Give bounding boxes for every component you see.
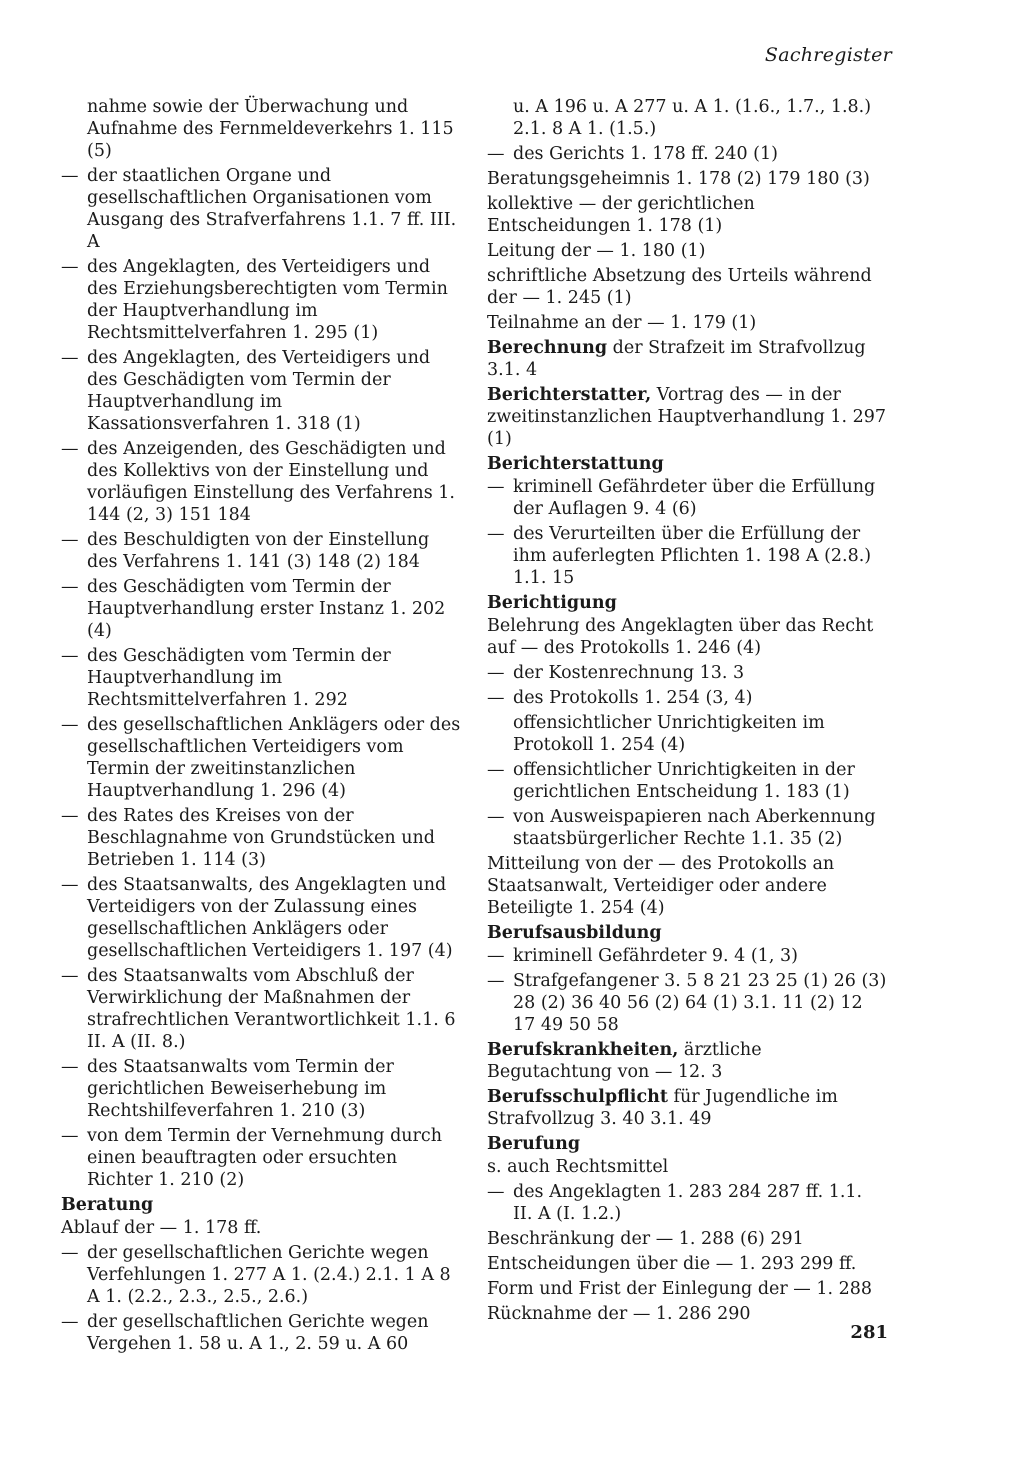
index-subentry <box>61 645 461 711</box>
index-subentry <box>487 945 887 967</box>
index-subentry-text: des Geschädigten vom Termin der Hauptverhandlung im Rechtsmittelverfahren 1. 292 <box>87 646 391 710</box>
dash-marker: — <box>61 1243 79 1263</box>
index-subentry-text: von dem Termin der Vernehmung durch einen beauftragten oder ersuchten Richter 1. 210 (2) <box>87 1126 442 1190</box>
index-entry-text: für Jugendliche im Strafvollzug 3. 40 3.1. 49 <box>487 1087 838 1129</box>
index-subentry-text: kriminell Gefährdeter 9. 4 (1, 3) <box>513 946 798 966</box>
index-subentry-text: der gesellschaftlichen Gerichte wegen Vergehen 1. 58 u. A 1., 2. 59 u. A 60 <box>87 1312 429 1354</box>
index-heading: Berichtigung <box>487 593 617 613</box>
index-subentry <box>61 714 461 802</box>
index-subentry-text: des Angeklagten 1. 283 284 287 ff. 1.1. II. A (I. 1.2.) <box>513 1182 863 1224</box>
index-entry: Mitteilung von der — des Protokolls an Staatsanwalt, Verteidiger oder andere Beteiligte 1. 254 (4) <box>487 854 835 918</box>
index-heading: Beratung <box>61 1195 154 1215</box>
dash-marker: — <box>487 524 505 544</box>
index-entry <box>487 1039 887 1083</box>
index-entry: s. auch Rechtsmittel <box>487 1157 669 1177</box>
index-subentry <box>61 347 461 435</box>
index-entry: Leitung der — 1. 180 (1) <box>487 241 706 261</box>
index-heading: Berufsausbildung <box>487 923 662 943</box>
dash-marker: — <box>61 715 79 735</box>
dash-marker: — <box>61 1126 79 1146</box>
index-continuation: offensichtlicher Unrichtigkeiten im Protokoll 1. 254 (4) <box>513 713 825 755</box>
index-entry <box>487 337 887 381</box>
index-entry <box>487 384 887 450</box>
index-subentry-text: des Angeklagten, des Verteidigers und des Erziehungsberechtigten vom Termin der Hauptverhandlung im Rechtsmittelverfahren 1. 295 (1) <box>87 257 448 343</box>
index-subentry-text: des gesellschaftlichen Anklägers oder des gesellschaftlichen Verteidigers vom Termin der zweitinstanzlichen Hauptverhandlung 1. 296 (4) <box>87 715 461 801</box>
index-subentry-text: des Angeklagten, des Verteidigers und des Geschädigten vom Termin der Hauptverhandlung im Kassationsverfahren 1. 318 (1) <box>87 348 431 434</box>
index-entry: schriftliche Absetzung des Urteils während der — 1. 245 (1) <box>487 266 872 308</box>
index-subentry-text: des Geschädigten vom Termin der Hauptverhandlung erster Instanz 1. 202 (4) <box>87 577 446 641</box>
dash-marker: — <box>487 971 505 991</box>
index-continuation: nahme sowie der Überwachung und Aufnahme des Fernmeldeverkehrs 1. 115 (5) <box>87 97 454 161</box>
index-subentry <box>61 1125 461 1191</box>
index-subentry <box>61 1242 461 1308</box>
dash-marker: — <box>487 477 505 497</box>
index-heading: Berufung <box>487 1134 581 1154</box>
index-entry: Entscheidungen über die — 1. 293 299 ff. <box>487 1254 857 1274</box>
index-entry: Rücknahme der — 1. 286 290 <box>487 1304 751 1324</box>
index-subentry-text: der Kostenrechnung 13. 3 <box>513 663 745 683</box>
index-subentry-text: des Staatsanwalts vom Abschluß der Verwirklichung der Maßnahmen der strafrechtlichen Verantwortlichkeit 1.1. 6 II. A (II. 8.) <box>87 966 456 1052</box>
index-subentry-text: Strafgefangener 3. 5 8 21 23 25 (1) 26 (3) 28 (2) 36 40 56 (2) 64 (1) 3.1. 11 (2) 12 17 49 50 58 <box>513 971 887 1035</box>
index-entry: Form und Frist der Einlegung der — 1. 288 <box>487 1279 873 1299</box>
index-subentry-text: des Rates des Kreises von der Beschlagnahme von Grundstücken und Betrieben 1. 114 (3) <box>87 806 435 870</box>
index-entry: kollektive — der gerichtlichen Entscheidungen 1. 178 (1) <box>487 194 755 236</box>
index-subentry <box>61 256 461 344</box>
index-subentry-text: des Staatsanwalts, des Angeklagten und Verteidigers von der Zulassung eines gesellschaftlichen Anklägers oder gesellschaftlichen Verteidigers 1. 197 (4) <box>87 875 453 961</box>
dash-marker: — <box>487 760 505 780</box>
dash-marker: — <box>61 439 79 459</box>
index-subentry <box>61 1056 461 1122</box>
index-subentry <box>61 965 461 1053</box>
index-subentry <box>487 662 887 684</box>
running-header: Sachregister <box>764 44 892 66</box>
dash-marker: — <box>61 1057 79 1077</box>
dash-marker: — <box>487 688 505 708</box>
index-heading: Berichterstattung <box>487 454 664 474</box>
dash-marker: — <box>61 166 79 186</box>
index-subentry <box>487 523 887 589</box>
index-subentry-text: kriminell Gefährdeter über die Erfüllung der Auflagen 9. 4 (6) <box>513 477 876 519</box>
index-subentry-text: des Protokolls 1. 254 (3, 4) <box>513 688 753 708</box>
index-subentry <box>487 1181 887 1225</box>
index-subentry <box>487 476 887 520</box>
dash-marker: — <box>61 875 79 895</box>
index-subentry-text: des Gerichts 1. 178 ff. 240 (1) <box>513 144 778 164</box>
dash-marker: — <box>61 806 79 826</box>
dash-marker: — <box>487 663 505 683</box>
index-entry-text: der Strafzeit im Strafvollzug 3.1. 4 <box>487 338 866 380</box>
index-subentry-text: des Anzeigenden, des Geschädigten und des Kollektivs von der Einstellung und vorläufigen Einstellung des Verfahrens 1. 144 (2, 3) 151 184 <box>87 439 455 525</box>
right-column <box>487 96 887 1328</box>
dash-marker: — <box>487 1182 505 1202</box>
index-keyword: Berechnung <box>487 338 608 358</box>
index-subentry <box>61 874 461 962</box>
index-subentry-text: von Ausweispapieren nach Aberkennung staatsbürgerlicher Rechte 1.1. 35 (2) <box>513 807 876 849</box>
dash-marker: — <box>61 257 79 277</box>
index-entry: Ablauf der — 1. 178 ff. <box>61 1218 262 1238</box>
index-subentry-text: offensichtlicher Unrichtigkeiten in der gerichtlichen Entscheidung 1. 183 (1) <box>513 760 855 802</box>
dash-marker: — <box>61 966 79 986</box>
index-entry-text: ärztliche Begutachtung von — 12. 3 <box>487 1040 762 1082</box>
dash-marker: — <box>61 348 79 368</box>
index-subentry <box>61 529 461 573</box>
index-subentry-text: der staatlichen Organe und gesellschaftlichen Organisationen vom Ausgang des Strafverfahrens 1.1. 7 ff. III. A <box>87 166 457 252</box>
index-subentry <box>61 805 461 871</box>
index-subentry-text: des Staatsanwalts vom Termin der gerichtlichen Beweiserhebung im Rechtshilfeverfahren 1. 210 (3) <box>87 1057 394 1121</box>
index-subentry <box>61 438 461 526</box>
dash-marker: — <box>61 530 79 550</box>
index-entry: Beratungsgeheimnis 1. 178 (2) 179 180 (3) <box>487 169 870 189</box>
index-subentry <box>487 687 887 709</box>
index-subentry <box>487 806 887 850</box>
index-entry: Beschränkung der — 1. 288 (6) 291 <box>487 1229 804 1249</box>
index-entry: Belehrung des Angeklagten über das Recht auf — des Protokolls 1. 246 (4) <box>487 616 874 658</box>
index-entry-text: Vortrag des — in der zweitinstanzlichen Hauptverhandlung 1. 297 (1) <box>487 385 886 449</box>
index-subentry <box>61 1311 461 1355</box>
index-continuation: u. A 196 u. A 277 u. A 1. (1.6., 1.7., 1.8.) 2.1. 8 A 1. (1.5.) <box>513 97 872 139</box>
index-subentry-text: des Beschuldigten von der Einstellung des Verfahrens 1. 141 (3) 148 (2) 184 <box>87 530 430 572</box>
index-entry: Teilnahme an der — 1. 179 (1) <box>487 313 757 333</box>
dash-marker: — <box>487 144 505 164</box>
dash-marker: — <box>61 577 79 597</box>
dash-marker: — <box>487 807 505 827</box>
index-subentry-text: der gesellschaftlichen Gerichte wegen Verfehlungen 1. 277 A 1. (2.4.) 2.1. 1 A 8 A 1. (2.2., 2.3., 2.5., 2.6.) <box>87 1243 451 1307</box>
index-keyword: Berufsschulpflicht <box>487 1087 668 1107</box>
index-subentry-text: des Verurteilten über die Erfüllung der ihm auferlegten Pflichten 1. 198 A (2.8.) 1.1. 15 <box>513 524 872 588</box>
dash-marker: — <box>61 1312 79 1332</box>
index-subentry <box>61 576 461 642</box>
index-subentry <box>487 970 887 1036</box>
index-keyword: Berufskrankheiten, <box>487 1040 679 1060</box>
left-column <box>61 96 461 1358</box>
dash-marker: — <box>61 646 79 666</box>
index-subentry <box>487 759 887 803</box>
index-entry <box>487 1086 887 1130</box>
index-keyword: Berichterstatter, <box>487 385 652 405</box>
index-subentry <box>61 165 461 253</box>
page-number: 281 <box>850 1322 888 1343</box>
dash-marker: — <box>487 946 505 966</box>
index-subentry <box>487 143 887 165</box>
